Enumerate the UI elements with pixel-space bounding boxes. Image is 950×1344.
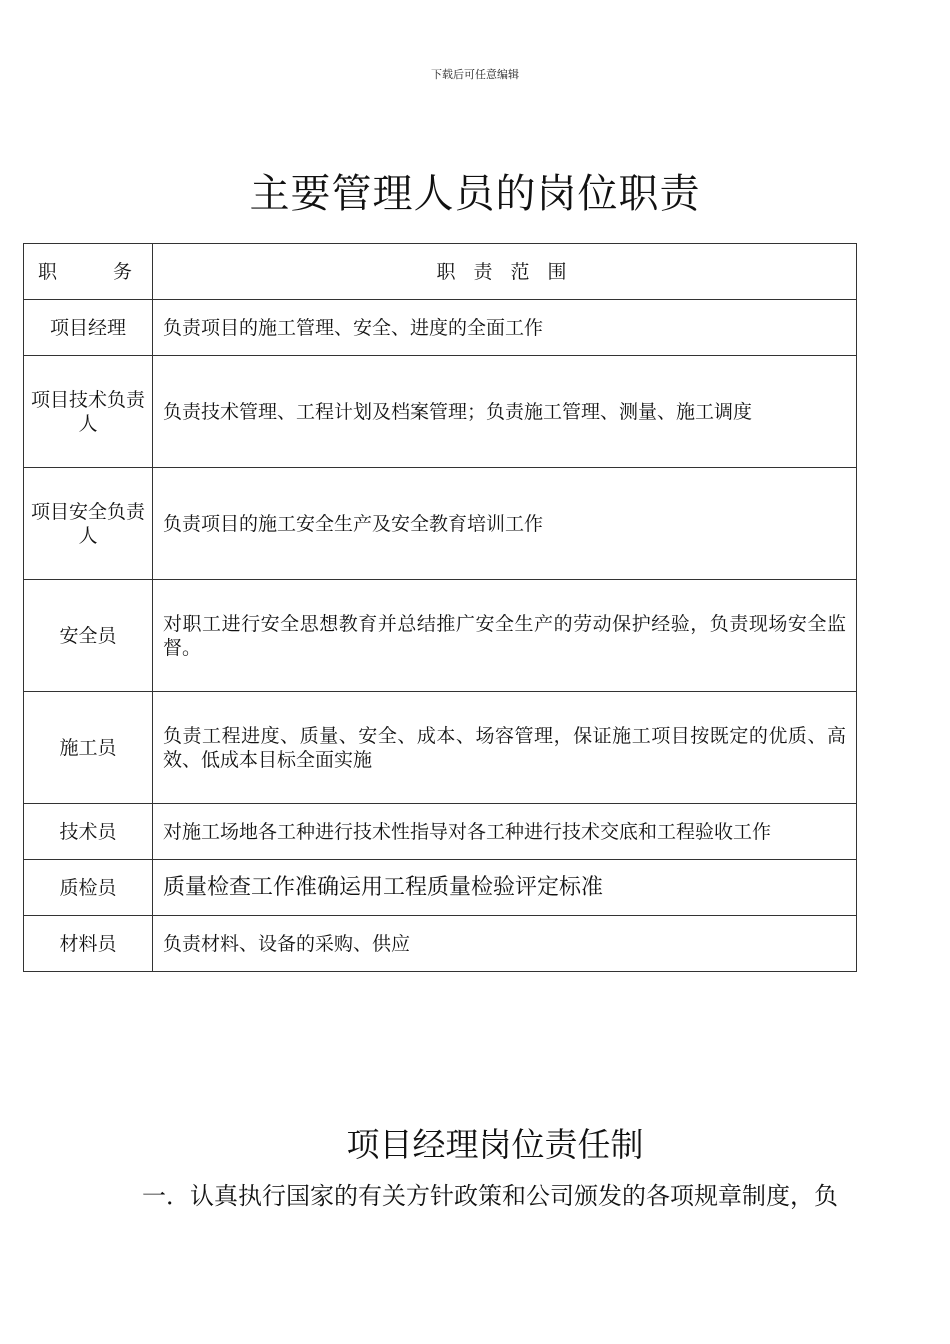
table-row (24, 692, 857, 804)
role-cell: 技术员 (24, 804, 153, 860)
role-cell: 项目安全负责人 (24, 468, 153, 580)
role-cell: 质检员 (24, 860, 153, 916)
duty-cell: 负责项目的施工安全生产及安全教育培训工作 (153, 468, 857, 580)
role-cell: 项目技术负责人 (24, 356, 153, 468)
table-header-row (24, 244, 857, 300)
header-role: 职 务 (24, 244, 153, 300)
duty-cell: 对施工场地各工种进行技术性指导对各工种进行技术交底和工程验收工作 (153, 804, 857, 860)
header-note: 下载后可任意编辑 (431, 68, 519, 81)
role-cell: 项目经理 (24, 300, 153, 356)
table-row (24, 860, 857, 916)
section-title: 项目经理岗位责任制 (346, 1125, 644, 1164)
table-row (24, 356, 857, 468)
duty-cell: 负责项目的施工管理、安全、进度的全面工作 (153, 300, 857, 356)
header-duty: 职 责 范 围 (153, 244, 857, 300)
duty-cell: 对职工进行安全思想教育并总结推广安全生产的劳动保护经验，负责现场安全监督。 (153, 580, 857, 692)
duty-cell: 负责材料、设备的采购、供应 (153, 916, 857, 972)
table-row (24, 468, 857, 580)
duty-cell: 负责技术管理、工程计划及档案管理；负责施工管理、测量、施工调度 (153, 356, 857, 468)
role-cell: 施工员 (24, 692, 153, 804)
page-title: 主要管理人员的岗位职责 (249, 171, 701, 217)
table-row (24, 804, 857, 860)
role-cell: 安全员 (24, 580, 153, 692)
duty-table (23, 243, 857, 972)
table-row (24, 916, 857, 972)
table-row (24, 580, 857, 692)
duty-cell: 质量检查工作准确运用工程质量检验评定标准 (153, 860, 857, 916)
table-row (24, 300, 857, 356)
body-paragraph: 一．认真执行国家的有关方针政策和公司颁发的各项规章制度，负 (142, 1182, 838, 1210)
duty-cell: 负责工程进度、质量、安全、成本、场容管理，保证施工项目按既定的优质、高效、低成本目标全面实施 (153, 692, 857, 804)
role-cell: 材料员 (24, 916, 153, 972)
